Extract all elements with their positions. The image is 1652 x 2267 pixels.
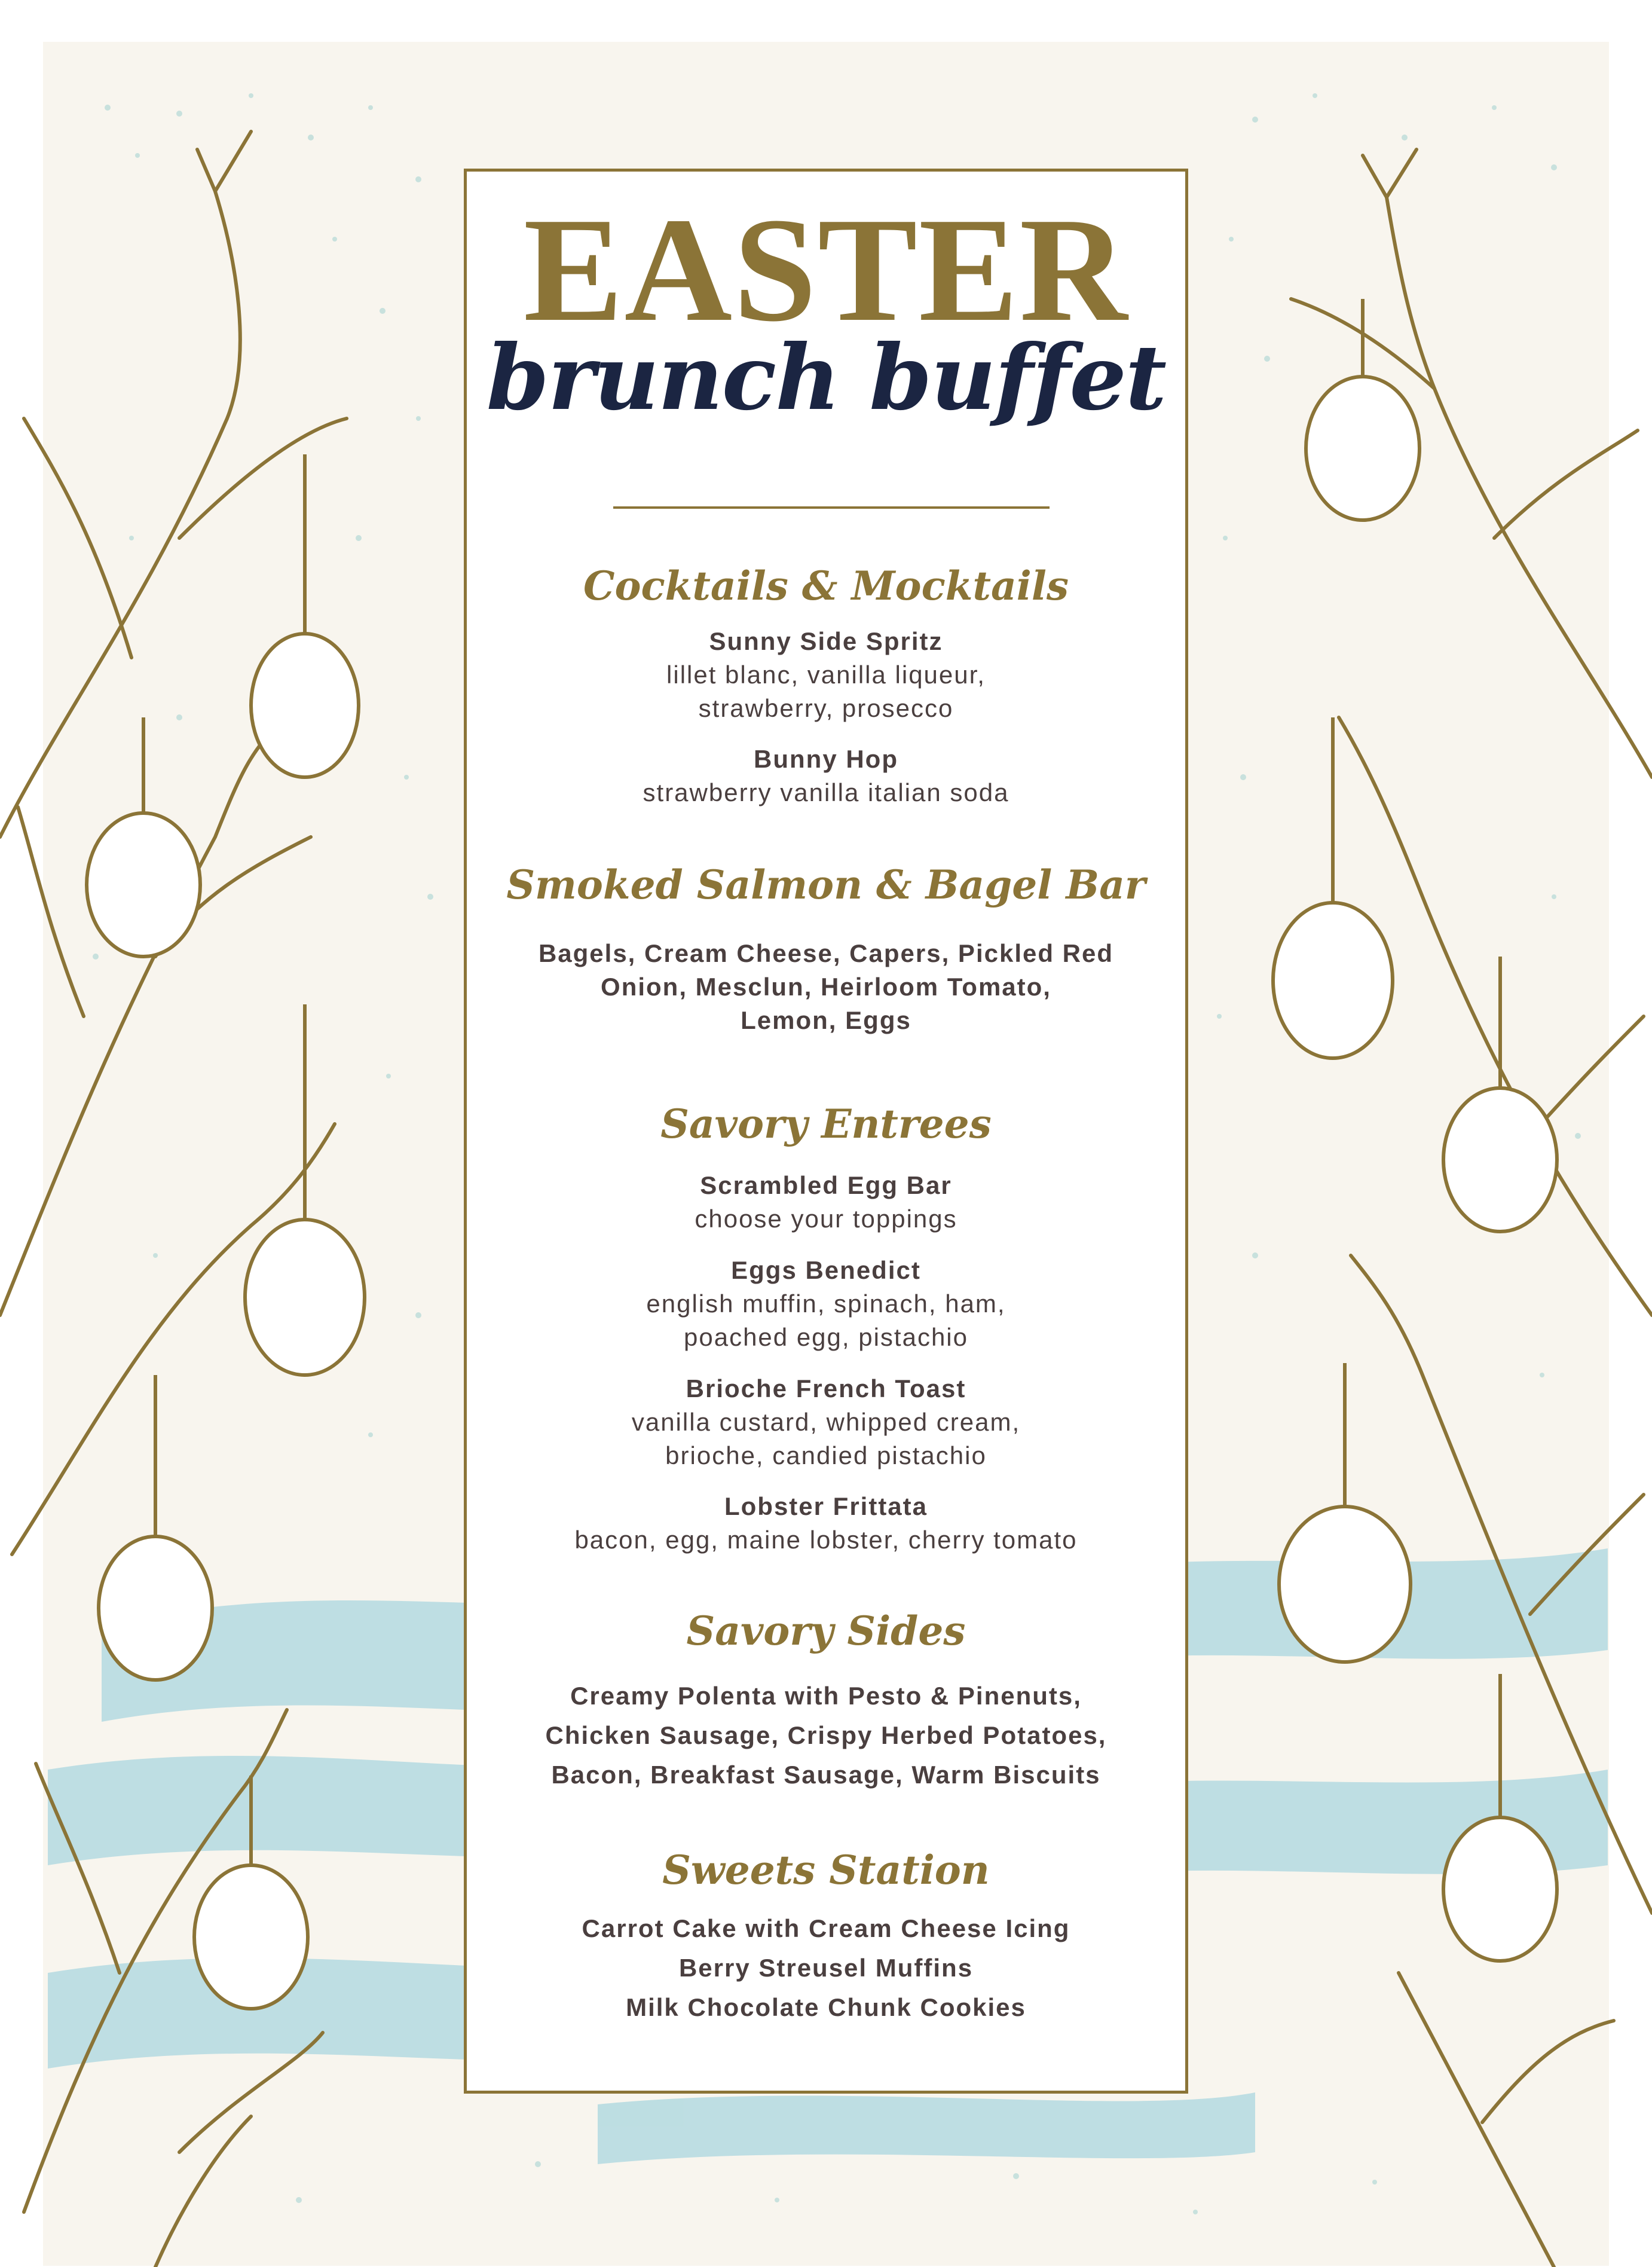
- menu-title: EASTER: [523, 187, 1129, 353]
- menu-item-desc: strawberry vanilla italian soda: [643, 778, 1009, 806]
- menu-subtitle: brunch buffet: [486, 325, 1166, 430]
- menu-item-desc: strawberry, prosecco: [698, 694, 954, 722]
- menu-item-desc: lillet blanc, vanilla liqueur,: [666, 661, 986, 689]
- menu-item-desc: vanilla custard, whipped cream,: [631, 1408, 1021, 1436]
- menu-item-desc: brioche, candied pistachio: [665, 1441, 987, 1469]
- menu-item-desc: poached egg, pistachio: [684, 1323, 968, 1351]
- menu-item-desc: bacon, egg, maine lobster, cherry tomato: [574, 1526, 1078, 1554]
- menu-item-desc: choose your toppings: [695, 1205, 957, 1233]
- section-title-entrees: Savory Entrees: [660, 1101, 992, 1147]
- menu-item-line: Carrot Cake with Cream Cheese Icing: [582, 1914, 1070, 1942]
- title-divider: [613, 506, 1050, 509]
- menu-item-line: Onion, Mesclun, Heirloom Tomato,: [601, 973, 1051, 1001]
- menu-item-line: Bacon, Breakfast Sausage, Warm Biscuits: [551, 1761, 1101, 1789]
- menu-item-name: Eggs Benedict: [731, 1256, 921, 1284]
- menu-item-line: Chicken Sausage, Crispy Herbed Potatoes,: [545, 1721, 1107, 1749]
- menu-item-name: Brioche French Toast: [686, 1374, 966, 1403]
- menu-item-line: Creamy Polenta with Pesto & Pinenuts,: [570, 1682, 1082, 1710]
- menu-item-name: Bunny Hop: [754, 745, 898, 773]
- menu-item-line: Milk Chocolate Chunk Cookies: [626, 1993, 1026, 2021]
- menu-item-name: Sunny Side Spritz: [709, 627, 943, 655]
- menu-item-line: Berry Streusel Muffins: [678, 1954, 974, 1982]
- section-title-salmon: Smoked Salmon & Bagel Bar: [506, 861, 1146, 908]
- menu-item-name: Scrambled Egg Bar: [700, 1171, 952, 1199]
- section-title-sweets: Sweets Station: [662, 1847, 990, 1893]
- menu-item-desc: english muffin, spinach, ham,: [646, 1290, 1006, 1318]
- section-title-sides: Savory Sides: [686, 1608, 966, 1654]
- section-title-cocktails: Cocktails & Mocktails: [583, 563, 1069, 609]
- menu-item-line: Bagels, Cream Cheese, Capers, Pickled Red: [538, 939, 1114, 967]
- menu-item-name: Lobster Frittata: [724, 1492, 928, 1520]
- menu-card: [464, 169, 1188, 2094]
- menu-item-line: Lemon, Eggs: [741, 1006, 911, 1034]
